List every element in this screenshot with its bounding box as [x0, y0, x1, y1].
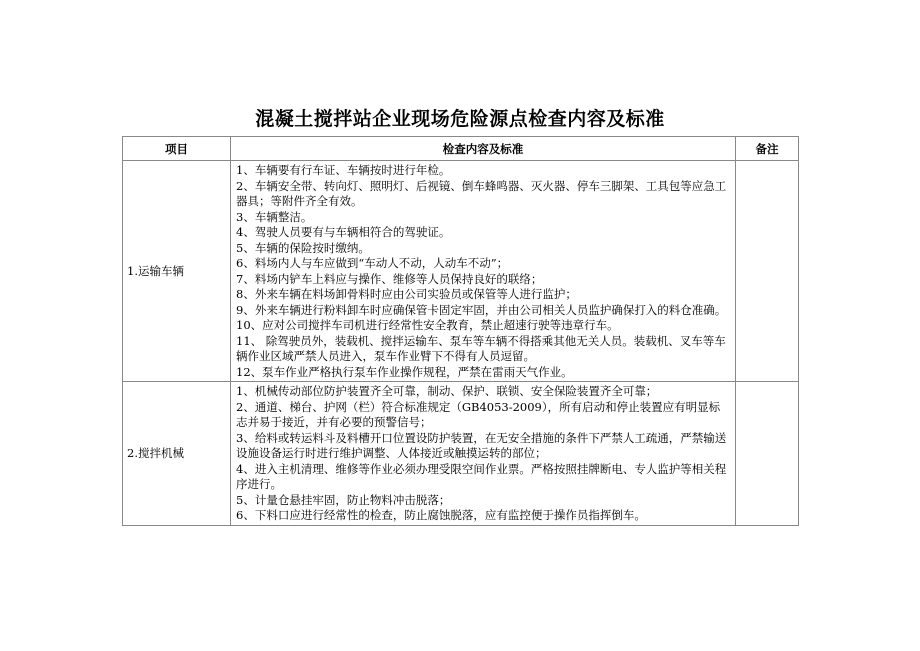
content-item: 6、料场内人与车应做到“车动人不动，人动车不动”；	[236, 256, 509, 270]
row-remark	[736, 382, 799, 526]
content-item: 1、机械传动部位防护装置齐全可靠，制动、保护、联锁、安全保险装置齐全可靠；	[236, 384, 658, 398]
content-item: 2、通道、梯台、护网（栏）符合标准规定（GB4053-2009），所有启动和停止装置应有明显标志并易于接近，并有必要的预警信号；	[236, 399, 721, 429]
content-item: 8、外来车辆在料场卸骨料时应由公司实验员或保管等人进行监护；	[236, 287, 577, 301]
content-item: 10、应对公司搅拌车司机进行经常性安全教育，禁止超速行驶等违章行车。	[236, 318, 619, 332]
header-remark: 备注	[736, 137, 799, 161]
content-item: 4、进入主机清理、维修等作业必须办理受限空间作业票。严格按照挂牌断电、专人监护等相关程序进行。	[236, 461, 727, 491]
content-item: 1、车辆要有行车证、车辆按时进行年检。	[236, 163, 451, 177]
content-item: 9、外来车辆进行粉料卸车时应确保管卡固定牢固，并由公司相关人员监护确保打入的料仓准确。	[236, 302, 727, 317]
header-content: 检查内容及标准	[231, 137, 736, 161]
content-item: 6、下料口应进行经常性的检查，防止腐蚀脱落，应有监控便于操作员指挥倒车。	[236, 508, 646, 522]
row-category: 2.搅拌机械	[123, 382, 231, 526]
header-item: 项目	[123, 137, 231, 161]
content-item: 2、车辆安全带、转向灯、照明灯、后视镜、倒车蜂鸣器、灭火器、停车三脚架、工具包等应急工器具；等附件齐全有效。	[236, 178, 727, 208]
content-item: 3、车辆整洁。	[236, 209, 313, 224]
content-item: 11、 除驾驶员外，装载机、搅拌运输车、泵车等车辆不得搭乘其他无关人员。装载机、叉车等车辆作业区域严禁人员进入，泵车作业臂下不得有人员逗留。	[236, 333, 726, 363]
row-category: 1.运输车辆	[123, 161, 231, 382]
table-row	[123, 382, 799, 526]
row-content	[231, 382, 736, 526]
content-item: 12、泵车作业严格执行泵车作业操作规程，严禁在雷雨天气作业。	[236, 364, 573, 379]
table-row	[123, 161, 799, 382]
content-item: 4、驾驶人员要有与车辆相符合的驾驶证。	[236, 225, 451, 239]
content-item: 3、给料或转运料斗及料槽开口位置设防护装置，在无安全措施的条件下严禁人工疏通，严禁输送设施设备运行时进行维护调整、人体接近或触摸运转的部位；	[236, 430, 727, 460]
document-title: 混凝土搅拌站企业现场危险源点检查内容及标准	[255, 108, 665, 130]
row-remark	[736, 161, 799, 382]
table-header-row	[123, 137, 799, 161]
content-item: 5、计量仓悬挂牢固，防止物料冲击脱落；	[236, 492, 451, 507]
content-item: 7、料场内铲车上料应与操作、维修等人员保持良好的联络；	[236, 271, 543, 286]
content-item: 5、车辆的保险按时缴纳。	[236, 240, 370, 255]
row-content	[231, 161, 736, 382]
inspection-table	[122, 136, 799, 526]
